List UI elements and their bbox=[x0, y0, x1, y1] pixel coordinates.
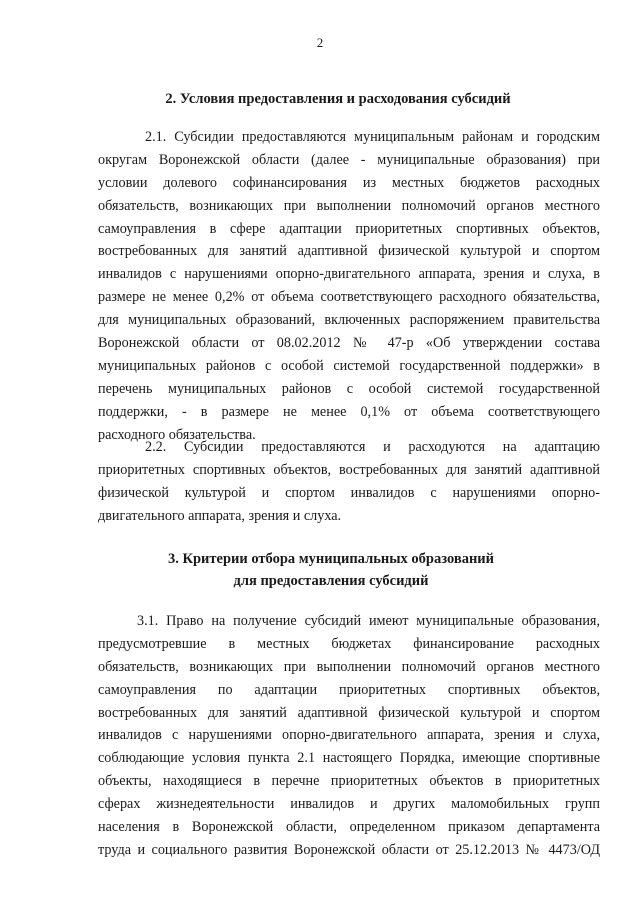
text-line: Воронежской области от 08.02.2012 № 47-р «Об утверждении состава bbox=[98, 335, 600, 352]
text-line: 3.1. Право на получение субсидий имеют муниципальные образования, bbox=[137, 613, 600, 629]
page-number: 2 bbox=[316, 35, 324, 50]
text-line: востребованных для занятий адаптивной физической культурой и спортом bbox=[98, 243, 600, 260]
text-line: инвалидов с нарушениями опорно-двигательного аппарата, зрения и слуха, bbox=[98, 727, 600, 744]
section-3-title bbox=[0, 548, 640, 592]
text-line: условии долевого софинансирования из местных бюджетов расходных bbox=[98, 174, 600, 191]
text-line: расходного обязательства. bbox=[98, 426, 256, 443]
text-line: самоуправления в сфере адаптации приоритетных спортивных объектов, bbox=[98, 220, 600, 237]
text-line: двигательного аппарата, зрения и слуха. bbox=[98, 507, 342, 524]
paragraph-3-1 bbox=[98, 610, 600, 862]
text-line: населения в Воронежской области, определенном приказом департамента bbox=[98, 819, 600, 836]
text-line: предусмотревшие в местных бюджетах финансирование расходных bbox=[98, 635, 600, 652]
text-line: физической культурой и спортом инвалидов с нарушениями опорно- bbox=[98, 484, 600, 501]
text-line: поддержки, - в размере не менее 0,1% от объема соответствующего bbox=[98, 403, 600, 420]
text-line: 2.2. Субсидии предоставляются и расходуются на адаптацию bbox=[145, 439, 600, 455]
text-line: обязательств, возникающих при выполнении полномочий органов местного bbox=[98, 658, 600, 675]
paragraph-2-1 bbox=[98, 126, 600, 446]
text-line: приоритетных спортивных объектов, востребованных для занятий адаптивной bbox=[98, 461, 600, 478]
text-line: размере не менее 0,2% от объема соответствующего расходного обязательства, bbox=[98, 289, 600, 306]
text-line: труда и социального развития Воронежской области от 25.12.2013 № 4473/ОД bbox=[98, 841, 600, 858]
text-line: 2.1. Субсидии предоставляются муниципальным районам и городским bbox=[145, 129, 600, 145]
text-line: округам Воронежской области (далее - муниципальные образования) при bbox=[98, 151, 600, 168]
text-line: соблюдающие условия пункта 2.1 настоящего Порядка, имеющие спортивные bbox=[98, 750, 600, 767]
text-line: муниципальных районов с особой системой государственной поддержки» в bbox=[98, 357, 600, 374]
text-line: перечень муниципальных районов с особой системой государственной bbox=[98, 380, 600, 397]
text-line: сферах жизнедеятельности инвалидов и других маломобильных групп bbox=[98, 796, 600, 813]
text-line: объекты, находящиеся в перечне приоритетных объектов в приоритетных bbox=[98, 773, 600, 790]
section-2-title: 2. Условия предоставления и расходования субсидий bbox=[165, 91, 511, 107]
text-line: инвалидов с нарушениями опорно-двигательного аппарата, зрения и слуха, в bbox=[98, 266, 600, 283]
text-line: для муниципальных образований, включенных распоряжением правительства bbox=[98, 312, 600, 329]
section-3-title-line-1: 3. Критерии отбора муниципальных образований bbox=[167, 551, 495, 567]
text-line: востребованных для занятий адаптивной физической культурой и спортом bbox=[98, 704, 600, 721]
text-line: обязательств, возникающих при выполнении полномочий органов местного bbox=[98, 197, 600, 214]
paragraph-2-2 bbox=[98, 436, 600, 528]
text-line: самоуправления по адаптации приоритетных спортивных объектов, bbox=[98, 681, 600, 698]
section-3-title-line-2: для предоставления субсидий bbox=[233, 573, 429, 589]
